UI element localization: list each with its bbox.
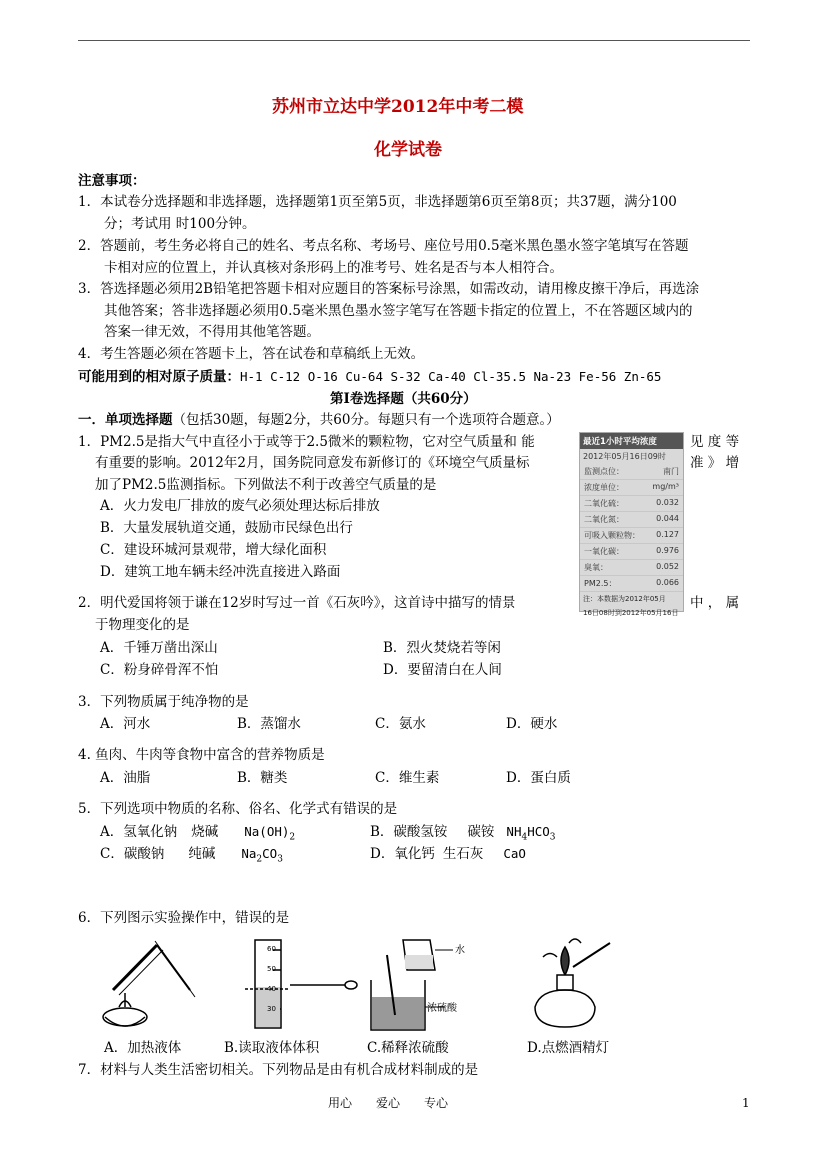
atomic-mass-line	[78, 365, 661, 385]
q7-stem: 7．材料与人类生活密切相关。下列物品是由有机合成材料制成的是	[78, 1062, 479, 1078]
q6-figures	[95, 935, 635, 1035]
header-rule	[78, 40, 750, 41]
q6-caption-b: B.读取液体体积	[224, 1040, 320, 1056]
q4-option-c: C．维生素	[375, 770, 440, 786]
fig-b-cylinder	[245, 940, 357, 1028]
photo-footer: 16日08时到2012年05月16日	[583, 609, 679, 617]
q2-line: 2．明代爱国将领于谦在12岁时写过一首《石灰吟》，这首诗中描写的情景	[78, 595, 516, 611]
q1-line-right: 见 度 等	[690, 434, 740, 450]
notice-line: 分；考试用 时100分钟。	[104, 216, 256, 232]
photo-row: 浓度单位： mg/m³	[580, 480, 683, 496]
q2-option-d: D．要留清白在人间	[383, 662, 502, 678]
photo-footer: 注：本数据为2012年05月	[583, 595, 666, 603]
q5-option-c: C．碳酸钠 纯碱 $Na_2CO_3$	[100, 846, 283, 865]
q2-option-a: A．千锤万凿出深山	[100, 640, 218, 656]
scale-label: 50	[267, 965, 276, 973]
fig-d-alcohol-lamp	[535, 939, 610, 1027]
q5-stem: 5．下列选项中物质的名称、俗名、化学式有错误的是	[78, 801, 398, 817]
scale-label: 40	[267, 985, 276, 993]
atomic-mass-label: 可能用到的相对原子质量：	[78, 369, 240, 385]
q1-option-c: C．建设环城河景观带，增大绿化面积	[100, 542, 327, 558]
part-label: 一．单项选择题	[78, 412, 173, 428]
q2-option-c: C．粉身碎骨浑不怕	[100, 662, 219, 678]
q3-option-d: D．硬水	[506, 716, 558, 732]
notice-heading: 注意事项：	[78, 173, 146, 189]
fig-a-heating-liquid	[103, 941, 195, 1026]
q4-option-b: B．糖类	[237, 770, 288, 786]
atomic-mass-values: H-1 C-12 O-16 Cu-64 S-32 Ca-40 Cl-35.5 Na-23 Fe-56 Zn-65	[240, 369, 662, 384]
q1-line-right: 准 》 增	[690, 455, 740, 471]
q6-caption-a: A．加热液体	[104, 1040, 182, 1056]
photo-row: 臭氧： 0.052	[580, 560, 683, 576]
q4-option-a: A．油脂	[100, 770, 151, 786]
photo-time: 2012年05月16日09时	[583, 452, 666, 461]
q5-option-d: D．氧化钙 生石灰 CaO	[370, 846, 526, 862]
q1-line: 加了PM2.5监测指标。下列做法不利于改善空气质量的是	[95, 477, 437, 493]
notice-line: 1．本试卷分选择题和非选择题，选择题第1页至第5页，非选择题第6页至第8页；共37题，满分100	[78, 194, 677, 210]
notice-line: 其他答案；答非选择题必须用0.5毫米黑色墨水签字笔写在答题卡指定的位置上，不在答题区域内的	[104, 303, 693, 319]
q4-option-d: D．蛋白质	[506, 770, 571, 786]
acid-label: 浓硫酸	[427, 1003, 457, 1014]
photo-row: 二氧化氮： 0.044	[580, 512, 683, 528]
notice-line: 3．答选择题必须用2B铅笔把答题卡相对应题目的答案标号涂黑，如需改动，请用橡皮擦干净后，再选涂	[78, 281, 700, 297]
q4-stem: 4. 鱼肉、牛肉等食物中富含的营养物质是	[78, 747, 325, 763]
q3-option-c: C．氨水	[375, 716, 426, 732]
exam-title: 苏州市立达中学2012年中考二模	[272, 97, 524, 117]
scale-label: 60	[267, 945, 276, 953]
q3-option-b: B．蒸馏水	[237, 716, 301, 732]
photo-row: PM2.5： 0.066	[580, 576, 683, 592]
photo-row: 监测点位： 南门	[580, 464, 683, 480]
photo-row: 一氧化碳： 0.976	[580, 544, 683, 560]
exam-subtitle: 化学试卷	[374, 140, 442, 160]
photo-header: 最近1小时平均浓度	[580, 433, 683, 449]
q5-option-b: B．碳酸氢铵 碳铵 $NH_4HCO_3$	[370, 824, 556, 843]
q6-caption-c: C.稀释浓硫酸	[367, 1040, 449, 1056]
q2-line-right: 中 ， 属	[690, 595, 740, 611]
q1-option-b: B．大量发展轨道交通，鼓励市民绿色出行	[100, 520, 353, 536]
notice-line: 卡相对应的位置上，并认真核对条形码上的准考号、姓名是否与本人相符合。	[104, 260, 563, 276]
photo-row: 可吸入颗粒物： 0.127	[580, 528, 683, 544]
part-desc: （包括30题，每题2分，共60分。每题只有一个选项符合题意。）	[172, 412, 560, 428]
air-quality-photo	[579, 432, 684, 617]
page-footer: 用心 爱心 专心	[328, 1096, 449, 1110]
part-heading	[78, 408, 560, 428]
q3-option-a: A．河水	[100, 716, 151, 732]
q6-stem: 6．下列图示实验操作中，错误的是	[78, 910, 290, 926]
q6-caption-d: D.点燃酒精灯	[527, 1040, 610, 1056]
q5-option-a: A．氢氧化钠 烧碱 $Na(OH)_2$	[100, 824, 296, 843]
q2-option-b: B．烈火焚烧若等闲	[383, 640, 501, 656]
q3-stem: 3．下列物质属于纯净物的是	[78, 694, 249, 710]
scale-label: 30	[267, 1005, 276, 1013]
notice-line: 4．考生答题必须在答题卡上，答在试卷和草稿纸上无效。	[78, 346, 425, 362]
photo-row: 二氧化硫： 0.032	[580, 496, 683, 512]
q1-line: 有重要的影响。2012年2月，国务院同意发布新修订的《环境空气质量标	[95, 455, 530, 471]
notice-line: 2．答题前，考生务必将自己的姓名、考点名称、考场号、座位号用0.5毫米黑色墨水签字笔填写在答题	[78, 238, 689, 254]
notice-line: 答案一律无效，不得用其他笔答题。	[104, 324, 320, 340]
q1-line: 1．PM2.5是指大气中直径小于或等于2.5微米的颗粒物，它对空气质量和 能	[78, 434, 535, 450]
page-number: 1	[742, 1096, 750, 1110]
q1-option-d: D．建筑工地车辆未经冲洗直接进入路面	[100, 564, 341, 580]
section-title: 第Ⅰ卷选择题（共60分）	[330, 391, 477, 407]
q1-option-a: A．火力发电厂排放的废气必须处理达标后排放	[100, 498, 380, 514]
q2-line: 于物理变化的是	[95, 617, 190, 633]
water-label: 水	[455, 945, 465, 956]
fig-c-dilution	[371, 940, 453, 1030]
